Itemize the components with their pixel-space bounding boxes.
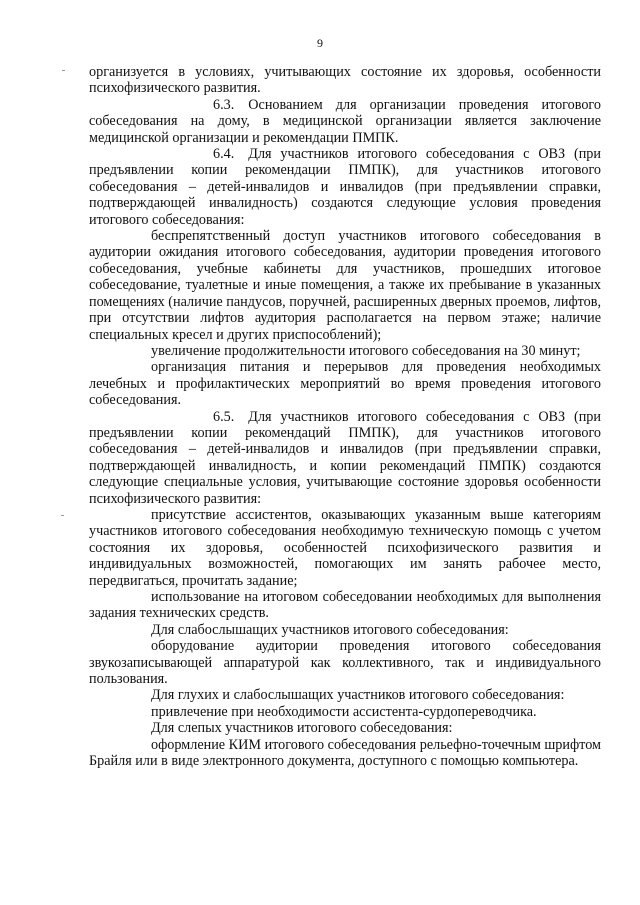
paragraph	[89, 228, 601, 343]
paragraph-text: Для глухих и слабослышащих участников итогового собеседования:	[151, 687, 565, 704]
margin-mark	[62, 70, 65, 71]
paragraph	[89, 589, 601, 622]
document-body	[89, 64, 601, 769]
paragraph-text: использование на итоговом собеседовании необходимых для выполнения задания технических средств.	[89, 589, 601, 622]
paragraph	[89, 638, 601, 687]
paragraph	[89, 64, 601, 97]
paragraph-text: привлечение при необходимости ассистента-сурдопереводчика.	[151, 703, 537, 720]
paragraph	[89, 343, 601, 359]
paragraph-text: оборудование аудитории проведения итогового собеседования звукозаписывающей аппаратурой как коллективного, так и индивидуального пользования.	[89, 638, 601, 688]
paragraph-text: Для слабослышащих участников итогового собеседования:	[151, 621, 509, 638]
paragraph	[89, 720, 601, 736]
numbered-paragraph	[89, 409, 601, 507]
paragraph	[89, 687, 601, 703]
paragraph	[89, 359, 601, 408]
paragraph-text: оформление КИМ итогового собеседования рельефно-точечным шрифтом Брайля или в виде электронного документа, доступного с помощью компьютера.	[89, 736, 601, 770]
paragraph-text: увеличение продолжительности итогового собеседования на 30 минут;	[151, 342, 581, 359]
section-number: 6.5.	[213, 408, 235, 425]
paragraph	[89, 507, 601, 589]
paragraph-text: Основанием для организации проведения итогового собеседования на дому, в медицинской организации является заключение медицинской организации и рекомендации ПМПК.	[89, 96, 601, 146]
paragraph-text: Для участников итогового собеседования с ОВЗ (при предъявлении копии рекомендации ПМПК), для участников итогового собеседования – детей-инвалидов и инвалидов (при предъявлении справки, подтверждающей инвалидность) создаются следующие условия проведения итогового собеседования:	[89, 146, 601, 228]
paragraph-text: Для участников итогового собеседования с ОВЗ (при предъявлении копии рекомендаций ПМПК), для участников итогового собеседования – детей-инвалидов и инвалидов (при предъявлении справки, подтверждающей инвалидность, и копии рекомендаций ПМПК) создаются следующие специальные условия, учитывающие состояние здоровья особенности психофизического развития:	[89, 408, 601, 507]
paragraph-text: Для слепых участников итогового собеседования:	[151, 720, 453, 737]
margin-mark	[61, 515, 64, 516]
numbered-paragraph	[89, 97, 601, 146]
paragraph-text: организуется в условиях, учитывающих состояние их здоровья, особенности психофизического развития.	[89, 64, 601, 97]
page-number: 9	[317, 36, 323, 50]
paragraph	[89, 704, 601, 720]
paragraph-text: организация питания и перерывов для проведения необходимых лечебных и профилактических мероприятий во время проведения итогового собеседования.	[89, 359, 601, 409]
paragraph-text: беспрепятственный доступ участников итогового собеседования в аудитории ожидания итогового собеседования, аудитории проведения итогового собеседования, учебные кабинеты для участников, прошедших итоговое собеседование, туалетные и иные помещения, а также их пребывание в указанных помещениях (наличие пандусов, поручней, расширенных дверных проемов, лифтов, при отсутствии лифтов аудитория располагается на первом этаже; наличие специальных кресел и других приспособлений);	[89, 228, 601, 343]
paragraph	[89, 737, 601, 770]
paragraph-text: присутствие ассистентов, оказывающих указанным выше категориям участников итогового собеседования необходимую техническую помощь с учетом состояния их здоровья, особенностей психофизического развития и индивидуальных возможностей, помогающих им занять рабочее место, передвигаться, прочитать задание;	[89, 506, 601, 589]
paragraph	[89, 622, 601, 638]
section-number: 6.4.	[213, 146, 235, 163]
numbered-paragraph	[89, 146, 601, 228]
section-number: 6.3.	[213, 96, 235, 113]
